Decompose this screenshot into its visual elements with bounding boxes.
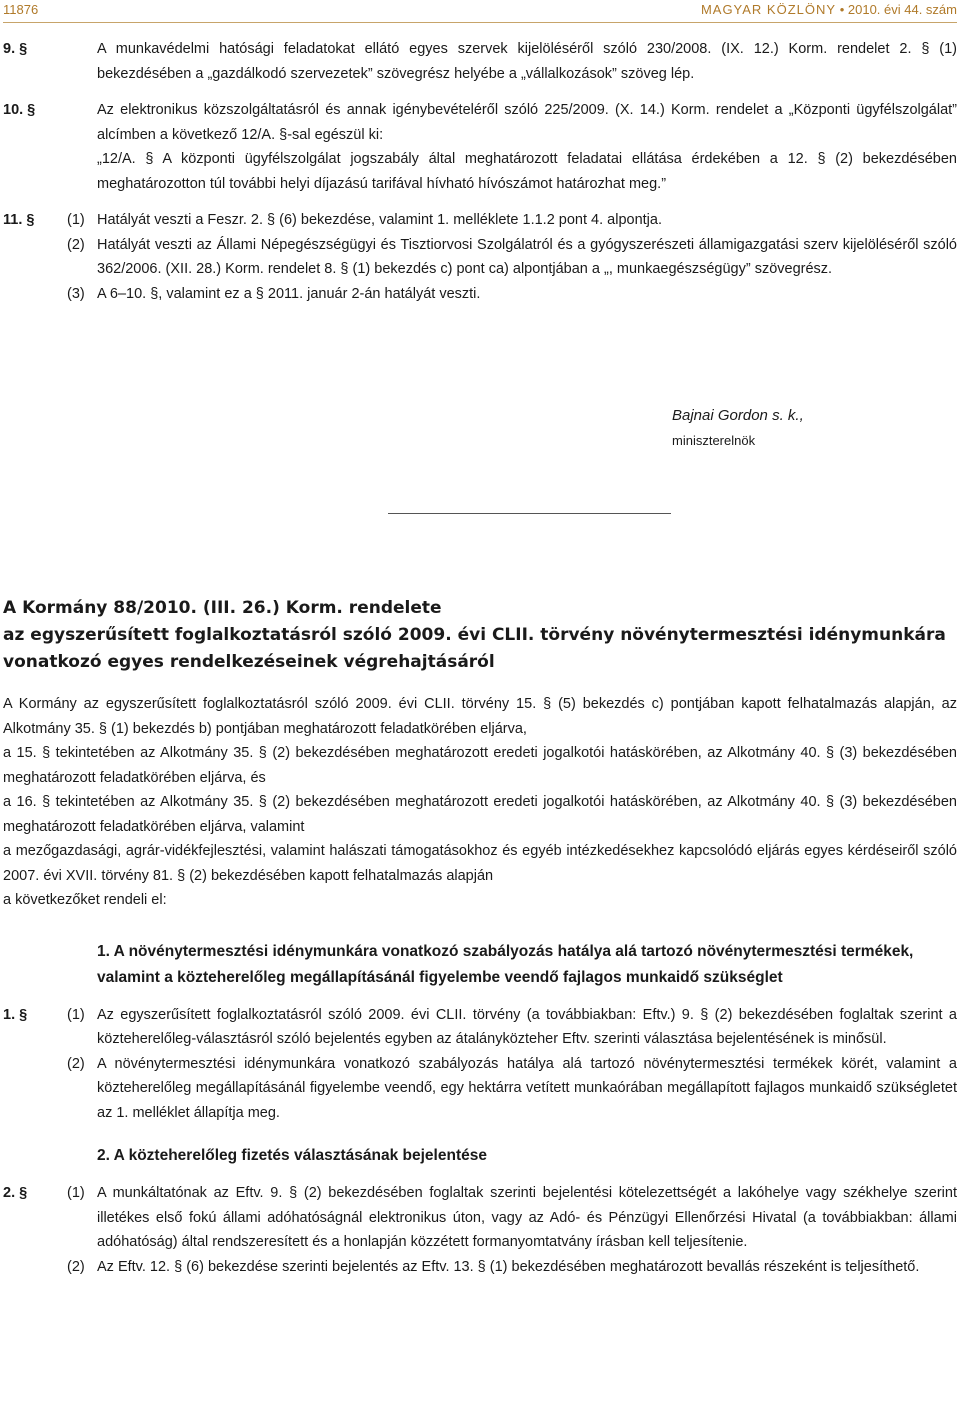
item-text: Az Eftv. 12. § (6) bekezdése szerinti bejelentés az Eftv. 13. § (1) bekezdésében meghatározott bevallás részeként is teljesíthető.	[97, 1258, 920, 1275]
header-right	[701, 0, 957, 20]
header-bullet: •	[839, 2, 845, 17]
preamble-paragraph: a mezőgazdasági, agrár-vidékfejlesztési, valamint halászati támogatásokhoz és egyéb intézkedésekhez kapcsolódó eljárás egyes kérdéseiről szóló 2007. évi XVII. törvény 81. § (2) bekezdésében kapott felhatalmazás alapján	[3, 843, 957, 884]
paragraph-number: 10. §	[3, 102, 36, 118]
page-header	[3, 0, 957, 20]
inserted-section-quote: „12/A. § A központi ügyfélszolgálat jogszabály által meghatározott feladatai ellátása érdekében a 12. § (2) bekezdésében meghatározotton túl további helyi díjazású tarifával hívható hívószámot határozhat meg.”	[97, 151, 957, 192]
paragraph-9	[3, 37, 957, 86]
item-text: Hatályát veszti az Állami Népegészségügyi és Tisztiorvosi Szolgálatról és a gyógyszerészeti államigazgatási szerv kijelöléséről szóló 362/2006. (XII. 28.) Korm. rendelet 8. § (1) bekezdés c) pont ca) alpontjában a „, munkaegészségügy” szövegrész.	[97, 236, 957, 277]
section-1-title: 1. A növénytermesztési idénymunkára vonatkozó szabályozás hatálya alá tartozó növénytermesztési termékek, valamint a közteherelőleg megállapításánál figyelembe veendő fajlagos munkaidő szükséglet	[97, 942, 914, 986]
item-label: (1)	[67, 1185, 85, 1201]
regulation-subtitle: az egyszerűsített foglalkoztatásról szóló 2009. évi CLII. törvény növénytermesztési idénymunkára vonatkozó egyes rendelkezéseinek végrehajtásáról	[3, 625, 946, 672]
paragraph-number: 2. §	[3, 1185, 28, 1201]
item-text: A 6–10. §, valamint ez a § 2011. január 2-án hatályát veszti.	[97, 285, 481, 302]
regulation-title: A Kormány 88/2010. (III. 26.) Korm. rendelete	[3, 598, 442, 618]
paragraph-10	[3, 98, 957, 147]
paragraph-number: 11. §	[3, 212, 35, 228]
paragraph-item	[3, 1003, 957, 1052]
paragraph-item	[3, 1181, 957, 1255]
item-label: (1)	[67, 212, 85, 228]
item-label: (2)	[67, 1258, 85, 1275]
item-label: (2)	[67, 1055, 85, 1072]
paragraph-text: Az elektronikus közszolgáltatásról és annak igénybevételéről szóló 225/2009. (X. 14.) Korm. rendelet a „Központi ügyfélszolgálat” alcímben a következő 12/A. §-sal egészül ki:	[97, 102, 957, 143]
paragraph-number: 9. §	[3, 41, 28, 57]
signatory-role: miniszterelnök	[672, 432, 756, 448]
preamble-paragraph: a 16. § tekintetében az Alkotmány 35. § (2) bekezdésében meghatározott eredeti jogalkotói hatáskörében, az Alkotmány 40. § (3) bekezdésében meghatározott feladatkörében eljárva, valamint	[3, 794, 957, 835]
preamble-paragraph: A Kormány az egyszerűsített foglalkoztatásról szóló 2009. évi CLII. törvény 15. § (5) bekezdés c) pontjában kapott felhatalmazás alapján, az Alkotmány 35. § (1) bekezdés b) pontjában meghatározott feladatkörében eljárva,	[3, 696, 957, 737]
paragraph-item	[3, 282, 957, 307]
section-2-title: 2. A közteherelőleg fizetés választásának bejelentése	[97, 1147, 487, 1164]
item-label: (1)	[67, 1006, 85, 1023]
item-text: Az egyszerűsített foglalkoztatásról szóló 2009. évi CLII. törvény (a továbbiakban: Eftv.) 9. § (2) bekezdésében foglaltak szerint a közteherelőleg-választásról szóló bejelentés egyben az átalányközteher Eftv. szerinti választása bejelentésének is minősül.	[97, 1006, 957, 1047]
item-text: Hatályát veszti a Feszr. 2. § (6) bekezdése, valamint 1. melléklete 1.1.2 pont 4. alpontja.	[97, 212, 662, 228]
preamble-paragraph: a 15. § tekintetében az Alkotmány 35. § (2) bekezdésében meghatározott eredeti jogalkotói hatáskörében, az Alkotmány 40. § (3) bekezdésében meghatározott feladatkörében eljárva, és	[3, 745, 957, 786]
paragraph-text: A munkavédelmi hatósági feladatokat ellátó egyes szervek kijelöléséről szóló 230/2008. (IX. 12.) Korm. rendelet 2. § (1) bekezdésében a „gazdálkodó szervezetek” szövegrész helyébe a „vállalkozások” szöveg lép.	[97, 41, 957, 82]
paragraph-item	[3, 1052, 957, 1126]
document-page	[3, 0, 957, 306]
preamble-paragraph: a következőket rendeli el:	[3, 892, 167, 908]
issue-label: 2010. évi 44. szám	[847, 2, 957, 17]
item-label: (3)	[67, 285, 85, 302]
item-text: A munkáltatónak az Eftv. 9. § (2) bekezdésében foglaltak szerinti bejelentési kötelezettségét a lakóhelye vagy székhelye szerint illetékes első fokú állami adóhatóságnál elektronikus úton, vagy az Adó- és Pénzügyi Ellenőrzési Hivatal (a továbbiakban: állami adóhatóság) által rendszeresített és a honlapján közzétett formanyomtatvány írásban kell teljesítenie.	[97, 1185, 957, 1250]
regulation-block	[3, 595, 957, 1279]
signatory-name: Bajnai Gordon s. k.,	[672, 407, 804, 424]
paragraph-item	[3, 208, 957, 233]
item-text: A növénytermesztési idénymunkára vonatkozó szabályozás hatálya alá tartozó növénytermesztési termékek körét, valamint a közteherelőleg megállapításánál figyelembe veendő, egy hektárra vetített munkaórában megállapított fajlagos munkaidő szükségletet az 1. melléklet állapítja meg.	[97, 1055, 957, 1121]
section-divider	[388, 513, 671, 514]
paragraph-item	[3, 1255, 957, 1280]
paragraph-item	[3, 233, 957, 282]
paragraph-number: 1. §	[3, 1006, 28, 1023]
item-label: (2)	[67, 236, 85, 253]
paragraph-11	[3, 208, 957, 306]
page-number: 11876	[3, 2, 39, 17]
journal-name: MAGYAR KÖZLÖNY	[700, 2, 837, 17]
signature-block	[672, 404, 804, 453]
